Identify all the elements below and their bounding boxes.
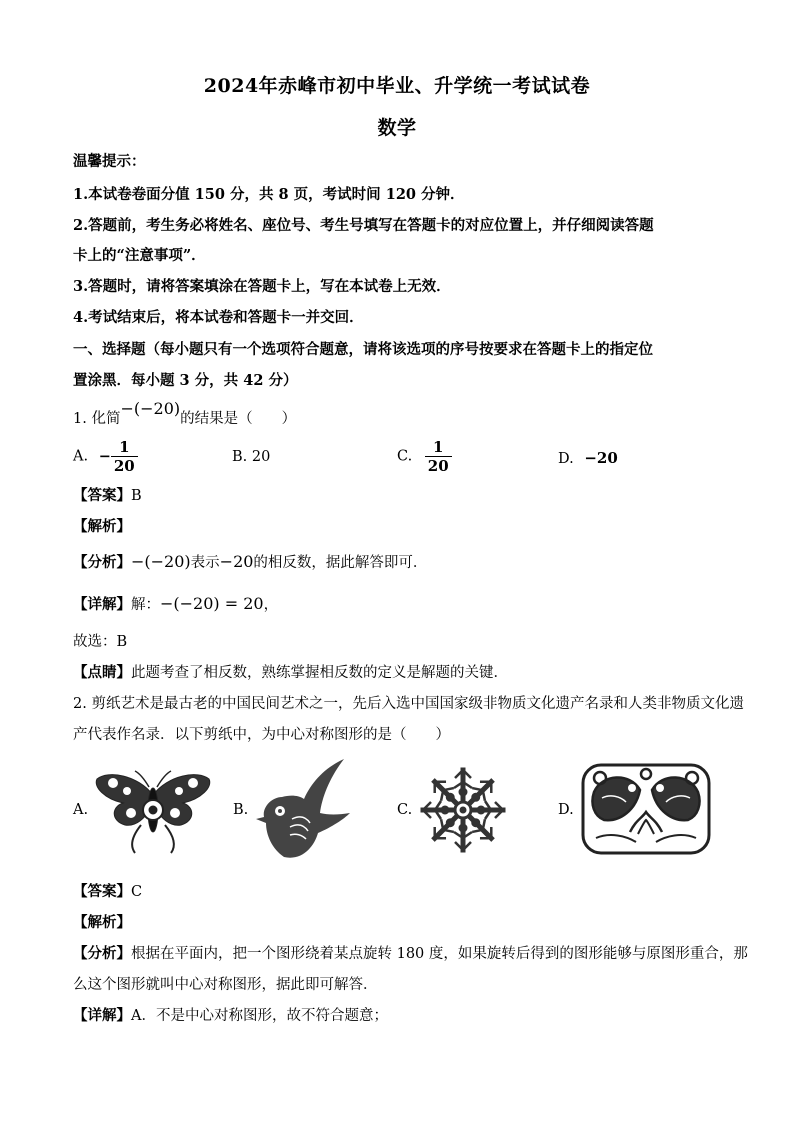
butterfly-papercut-image [93, 765, 213, 855]
option-a-numerator: 1 [119, 438, 130, 456]
q1-detail-expr: −(−20) = 20 [160, 594, 264, 613]
q1-analysis [73, 515, 131, 536]
option-a-denominator: 20 [111, 456, 138, 475]
q2-answer [73, 880, 142, 901]
q2-detail-text: A．不是中心对称图形，故不符合题意； [131, 1008, 388, 1024]
q1-answer-tag: 【答案】 [73, 487, 131, 504]
q1-fenxi-mid: 表示 [190, 555, 220, 571]
tip-2-cont: 卡上的“注意事项”． [73, 247, 206, 264]
tip-2: 2.答题前，考生务必将姓名、座位号、考生号填写在答题卡的对应位置上，并仔细阅读答题 [73, 217, 654, 234]
q2-analysis [73, 911, 131, 932]
option-c [397, 438, 452, 475]
q1-fenxi [73, 551, 427, 572]
tip-4: 4.考试结束后，将本试卷和答题卡一并交回． [73, 309, 364, 326]
option-a [73, 438, 138, 475]
q2-fenxi [73, 942, 748, 963]
section-heading: 一、选择题（每小题只有一个选项符合题意，请将该选项的序号按要求在答题卡上的指定位 [73, 341, 653, 358]
q1-fenxi-tag: 【分析】 [73, 554, 131, 571]
q2-answer-tag: 【答案】 [73, 883, 131, 900]
question-1-prefix: 1. 化简 [73, 411, 121, 427]
question-1-expr: −(−20) [120, 399, 181, 418]
option-a-label: A. [73, 448, 89, 465]
swallow-papercut-image [252, 757, 352, 862]
q1-fenxi-text: 的相反数，据此解答即可． [253, 555, 428, 571]
q2-detail-tag: 【详解】 [73, 1007, 131, 1024]
q2-option-c-label: C. [397, 802, 413, 818]
q1-dianjing [73, 661, 508, 682]
q1-fenxi-expr: −(−20) [131, 552, 191, 571]
option-b: B. 20 [232, 449, 271, 465]
q2-fenxi-cont: 么这个图形就叫中心对称图形，据此即可解答． [73, 977, 378, 993]
q1-analysis-tag: 【解析】 [73, 518, 131, 535]
q2-analysis-tag: 【解析】 [73, 914, 131, 931]
option-c-denominator: 20 [425, 456, 452, 475]
q2-option-a-label: A. [73, 802, 89, 818]
tips-heading: 温馨提示： [73, 153, 146, 170]
q2-fenxi-tag: 【分析】 [73, 945, 131, 962]
q1-dianjing-tag: 【点睛】 [73, 664, 131, 681]
q2-answer-value: C [131, 884, 143, 900]
q1-choose: 故选：B [73, 634, 128, 650]
twin-fish-papercut-image [580, 762, 712, 856]
q1-detail-pre: 解： [131, 597, 160, 613]
option-c-label: C. [397, 448, 413, 465]
tip-1: 1.本试卷卷面分值 150 分，共 8 页，考试时间 120 分钟． [73, 186, 465, 203]
q2-option-d-label: D. [558, 802, 574, 818]
option-d-label: D. [558, 451, 574, 467]
option-c-numerator: 1 [433, 438, 444, 456]
subject-title: 数学 [377, 117, 417, 139]
q1-answer-value: B [131, 488, 142, 504]
q2-option-b-label: B. [233, 802, 249, 818]
q2-detail [73, 1004, 388, 1025]
question-2-cont: 产代表作名录．以下剪纸中，为中心对称图形的是（ ） [73, 727, 450, 743]
question-1 [73, 399, 297, 428]
q1-detail-post: ， [263, 597, 279, 613]
exam-title: 2024年赤峰市初中毕业、升学统一考试试卷 [203, 75, 591, 97]
option-a-sign: − [98, 448, 111, 465]
question-1-suffix: 的结果是（ ） [180, 411, 297, 427]
question-2: 2. 剪纸艺术是最古老的中国民间艺术之一，先后入选中国国家级非物质文化遗产名录和人类非物质文化遗 [73, 696, 744, 712]
q1-detail [73, 593, 278, 614]
q1-dianjing-text: 此题考查了相反数，熟练掌握相反数的定义是解题的关键． [131, 665, 508, 681]
q1-fenxi-value: −20 [219, 552, 254, 571]
snowflake-papercut-image [418, 765, 508, 855]
q1-answer [73, 484, 142, 505]
option-d-value: −20 [584, 449, 618, 467]
option-c-fraction [425, 438, 452, 475]
option-d [558, 449, 618, 467]
section-heading-cont: 置涂黑．每小题 3 分，共 42 分） [73, 372, 298, 389]
option-a-fraction [111, 438, 138, 475]
q1-detail-tag: 【详解】 [73, 596, 131, 613]
q2-fenxi-line1: 根据在平面内，把一个图形绕着某点旋转 180 度，如果旋转后得到的图形能够与原图形重合，那 [131, 946, 748, 962]
tip-3: 3.答题时，请将答案填涂在答题卡上，写在本试卷上无效． [73, 278, 451, 295]
